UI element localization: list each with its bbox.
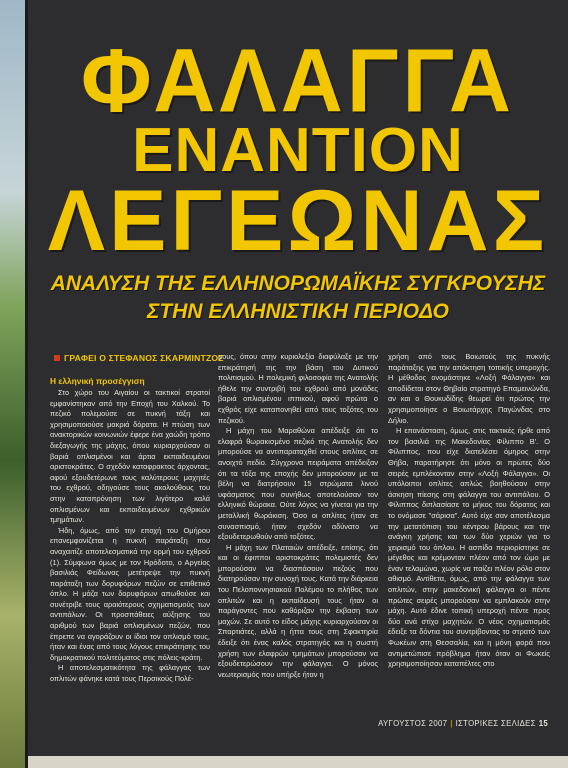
footer-issue: ΑΥΓΟΥΣΤΟΣ 2007: [378, 719, 448, 728]
paragraph: χρήση από τους Βοιωτούς της πυκνής παράταξης για την απόκτηση τοπικής υπεροχής. Η μέθοδος ονομάστηκε «Λοξή Φάλαγγα» και αποδίδεται στον Θηβαίο στρατηγό Επαμεινώνδα, αν και ο Θουκυδίδης θεωρεί ότι πρώτος την χρησιμοποίησε ο Βοιωτάρχης Παγώνδας στο Δήλιο.: [388, 352, 550, 425]
paragraph: Η μάχη του Μαραθώνα απέδειξε ότι το ελαφρά θωρακισμένο πεζικό της Ανατολής δεν μπορούσε να αντιπαραταχθεί στους οπλίτες σε ανοιχτό πεδίο. Σύγχρονα πειράματα απέδειξαν ότι τα τόξα της εποχής δεν μπορούσαν με τα βέλη να διατρήσουν 15 στρώματα λινού υφάσματος που συνήθως αποτελούσαν τον ελληνικό θώρακα. Ούτε λόγος να γίνεται για την μεταλλική θωράκιση. Όσο οι οπλίτες ήταν σε συνασπισμό, ήταν σχεδόν αδύνατο να εξουδετερωθούν από τοξότες.: [218, 426, 378, 542]
section-heading: Η ελληνική προσέγγιση: [50, 376, 145, 386]
paragraph: μους, όπου στην κυριολεξία διαφύλαξε με την επικράτησή της την βάση του Δυτικού πολιτισμού. Η πολεμική φιλοσοφία της Ανατολής ήθελε την συντριβή του εχθρού από μονάδες βαριά οπλισμένου ιππικού, αφού πρώτα ο εχθρός είχε καταπονηθεί από τους τοξότες του πεζικού.: [218, 352, 378, 425]
magazine-page: [28, 0, 568, 756]
paragraph: Ήδη, όμως, από την εποχή του Ομήρου επανεμφανίζεται η πυκνή παράταξη που αναχαιτίζε αποτελεσματικά την ορμή του εχθρού (1). Σύμφωνα όμως με τον Ηρόδοτο, ο Αργείος βασιλιάς Φείδωνας μετέτρεψε την πυκνή παράταξη των δορυφόρων πεζών σε επιθετικό όπλο. Η μάζα των δορυφόρων απωθούσε και συνέτριβε τους αραιότερους σχηματισμούς των αντιπάλων. Οι προσπάθειες αύξησης του αριθμού των βαριά οπλισμένων πεζών, που έπρεπε να αγοράζουν οι ίδιοι τον οπλισμό τους, ήταν και ένας από τους λόγους επικράτησης του δημοκρατικού πολιτεύματος στις πόλεις-κράτη.: [50, 525, 210, 662]
title-line-2: ΕΝΑΝΤΙΟΝ: [132, 116, 464, 185]
paragraph: Η μάχη των Πλαταιών απέδειξε, επίσης, ότι και οι έφιπποι αριστοκράτες πολεμιστές δεν μπορούσαν να διασπάσουν πεζούς που διατηρούσαν την συνοχή τους. Κατά την διάρκεια του Πελοποννησιακού Πολέμου το πλήθος των οπλιτών και η εκπαίδευσή τους ήταν οι παράγοντες που καθόριζαν την έκβαση των μαχών. Σε αυτό το είδος μάχης κυριαρχούσαν οι Σπαρτιάτες, αλλά η ήττα τους στη Σφακτηρία έδειξε ότι ένας καλός στρατηγός και η σωστή χρήση των ελαφρών τμημάτων μπορούσαν να εξουδετερώσουν την φάλαγγα. Ο μόνος νεωτερισμός που υπήρξε ήταν η: [218, 542, 378, 679]
text-column-2: [218, 352, 378, 747]
paragraph: Η επανάσταση, όμως, στις τακτικές ήρθε από τον βασιλιά της Μακεδονίας Φίλιππο Β'. Ο Φίλιππος, που είχε διατελέσει όμηρος στην Θήβα, παρατήρησε ότι μόνο οι πρώτες δύο σειρές εμπλέκονταν στην «Λοξή Φάλαγγα». Οι υπόλοιποι οπλίτες απλώς βοηθούσαν στην άσκηση πίεσης στη φάλαγγα του αντιπάλου. Ο Φίλιππος διπλασίασε το μήκος του δόρατος και το ονόμασε "σάρισα". Αυτό είχε σαν αποτέλεσμα την μετατόπιση του κέντρου βάρους και την ανάγκη χρήσης και των δύο χεριών για το χειρισμό του όπλου. Η ασπίδα περιορίστηκε σε μέγεθος και κρέμονταν πλέον από τον ώμο με έναν τελαμώνα, χωρίς να παίζει πλέον ρόλο στον αθισμό. Αντίθετα, όμως, από την φάλαγγα των οπλιτών, στην μακεδονική φάλαγγα οι πέντε πρώτες σειρές μπορούσαν να εμπλακούν στην μάχη. Αυτό έδινε τοπική υπεροχή πέντε προς δύο ανά στίχο μαχητών. Ο νέος σχηματισμός έδειξε τα δόντια του συντρίβοντας το στρατό των Φωκέων στη Θεσσαλία, και η μόνη φορά που αντιμετώπισε πρόβλημα ήταν όταν οι Φωκείς χρησιμοποίησαν καταπέλτες στο: [388, 426, 550, 669]
page-number: 15: [538, 719, 548, 728]
title-line-3: ΛΕΓΕΩΝΑΣ: [47, 173, 549, 269]
footer-magazine: ΙΣΤΟΡΙΚΕΣ ΣΕΛΙΔΕΣ: [455, 719, 536, 728]
page-footer: [378, 719, 548, 728]
text-column-1: [50, 375, 210, 745]
paragraph: Η αποτελεσματικότητα της φάλαγγας των οπλιτών φάνηκε κατά τους Περσικούς Πολέ-: [50, 663, 210, 684]
byline: [54, 353, 224, 363]
subtitle-line-2: ΣΤΗΝ ΕΛΛΗΝΙΣΤΙΚΗ ΠΕΡΙΟΔΟ: [146, 300, 450, 323]
title-line-1: ΦΑΛΑΓΓΑ: [81, 30, 515, 132]
subtitle-line-1: ΑΝΑΛΥΣΗ ΤΗΣ ΕΛΛΗΝΟΡΩΜΑΪΚΗΣ ΣΥΓΚΡΟΥΣΗΣ: [50, 272, 546, 295]
byline-text: ΓΡΑΦΕΙ Ο ΣΤΕΦΑΝΟΣ ΣΚΑΡΜΙΝΤΖΟΣ: [64, 353, 224, 363]
footer-separator: |: [450, 719, 453, 728]
byline-square-icon: [54, 355, 60, 361]
adjacent-page-edge: [0, 0, 28, 768]
paragraph: Στο χώρο του Αιγαίου οι τακτικοί στρατοί εμφανίστηκαν από την Εποχή του Χαλκού. Το πεζικό πολεμούσε σε πυκνή τάξη και χρησιμοποιούσε μακριά δόρατα. Η πτώση των ανακτορικών κοινωνιών έφερε ένα χαώδη τρόπο διεξαγωγής της μάχης, όπου κυριαρχούσαν οι βαριά οπλισμένοι και άρτια εκπαιδευμένοι αριστοκράτες. Ο σχεδόν καταφρακτος άρχοντας, αφού εξουδετέρωνε τους καλύτερους μαχητές του εχθρού, οδηγούσε τους ακολούθους του στην καταπρόνηση των λιγότερο καλά οπλισμένων και εκπαιδευμένων εχθρικών τμημάτων.: [50, 388, 210, 525]
page-bottom-margin: [28, 756, 568, 768]
text-column-3: [388, 352, 550, 714]
